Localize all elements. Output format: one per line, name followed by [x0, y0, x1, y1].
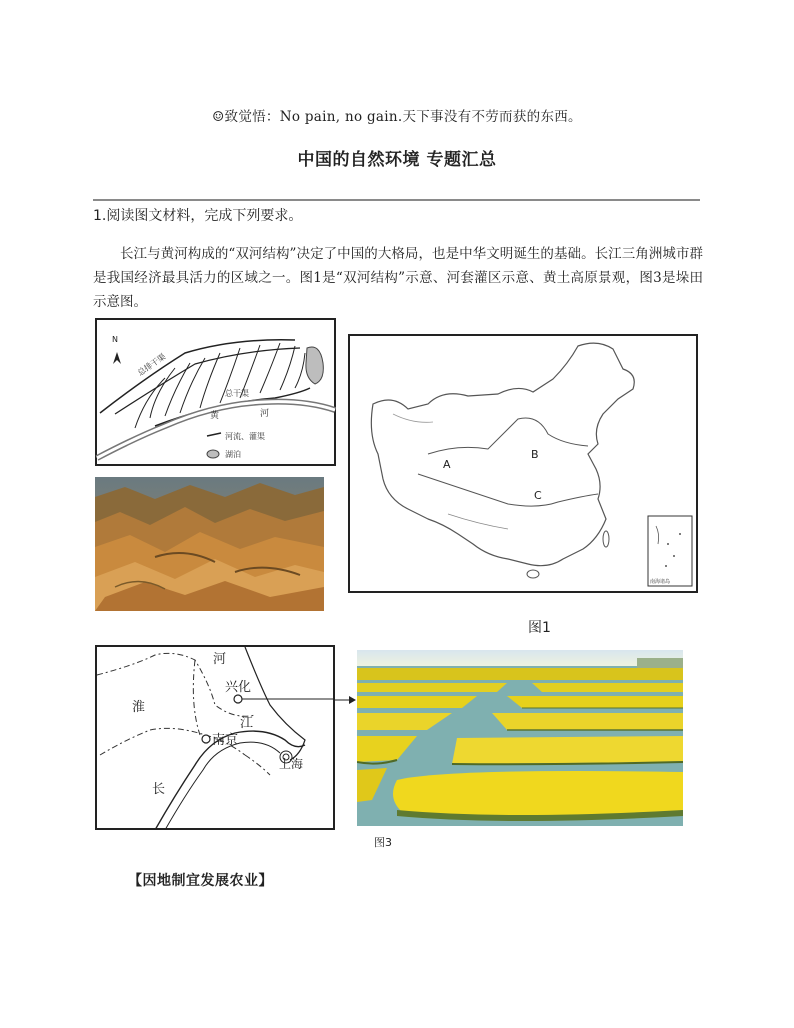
label-jiang: 江 — [240, 716, 254, 731]
label-xinghua: 兴化 — [225, 680, 252, 695]
label-he: 河 — [213, 652, 227, 667]
legend-lake: 湖泊 — [225, 450, 241, 459]
loess-plateau-photo — [95, 477, 324, 611]
region-c: C — [534, 489, 542, 502]
figure1-caption: 图1 — [528, 620, 551, 636]
region-a: A — [443, 458, 451, 471]
arrow-connector — [335, 692, 357, 706]
question-paragraph: 长江与黄河构成的“双河结构”决定了中国的大格局，也是中华文明诞生的基础。长江三角洲城市群是我国经济最具活力的区域之一。图1是“双河结构”示意、河套灌区示意、黄土高原景观，图3是垛田示意图。 — [93, 246, 703, 310]
motto-line: ☺致觉悟：No pain, no gain.天下事没有不劳而获的东西。 — [212, 109, 582, 125]
inset-label: 南海诸岛 — [650, 579, 671, 585]
title-divider — [93, 199, 700, 201]
river-char-huang: 黄 — [210, 411, 220, 421]
duotian-photo — [357, 650, 683, 826]
canal-label-drainage: 总排干渠 — [135, 351, 168, 378]
section-heading: 【因地制宜发展农业】 — [128, 873, 273, 889]
china-outline-map — [348, 334, 698, 593]
figure3-caption: 图3 — [374, 836, 392, 849]
label-shanghai: 上海 — [279, 757, 304, 771]
label-chang: 长 — [152, 782, 166, 797]
question-number: 1.阅读图文材料，完成下列要求。 — [93, 208, 303, 224]
river-char-he: 河 — [260, 409, 270, 419]
hetao-irrigation-map — [95, 318, 336, 466]
region-b: B — [531, 448, 539, 461]
north-label: N — [112, 335, 118, 344]
yangtze-delta-map — [95, 645, 335, 830]
legend-rivers: 河流、灌渠 — [225, 432, 265, 441]
page-title: 中国的自然环境 专题汇总 — [297, 150, 497, 170]
label-huai: 淮 — [132, 700, 146, 715]
label-nanjing: 南京 — [212, 733, 239, 748]
canal-label-main: 总干渠 — [225, 389, 249, 398]
